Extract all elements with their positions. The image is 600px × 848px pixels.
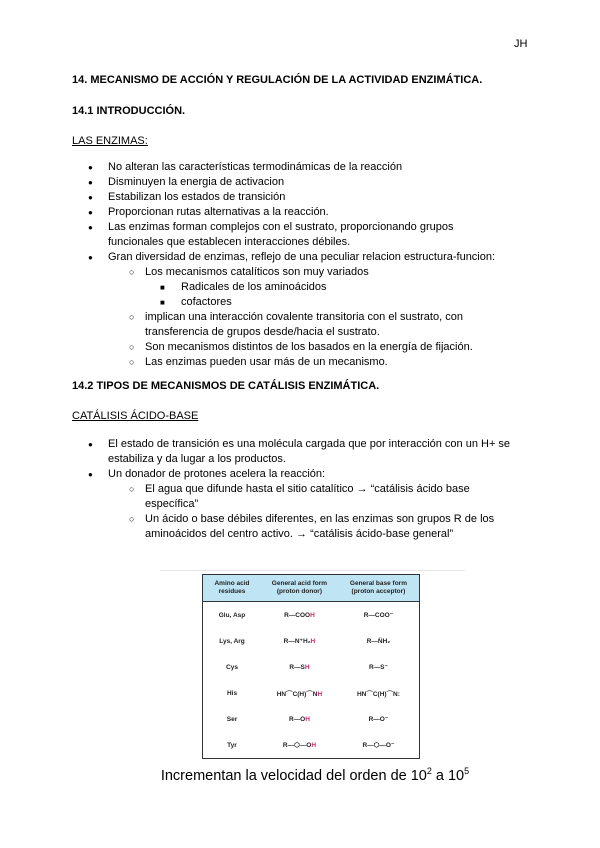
base-form: R—⬡—O⁻ bbox=[362, 742, 395, 749]
list-item bbox=[72, 355, 512, 370]
base-form: R—S⁻ bbox=[368, 664, 388, 671]
caption-text: Incrementan la velocidad del orden de 10 bbox=[160, 767, 427, 784]
acid-proton: H bbox=[311, 742, 317, 749]
amino-acid-table-figure bbox=[160, 570, 465, 763]
acid-form bbox=[261, 654, 338, 680]
acid-formula: R—COO bbox=[284, 611, 311, 619]
bullet-icon bbox=[88, 175, 93, 190]
list-item-text: cofactores bbox=[181, 296, 232, 308]
acid-formula: R—N⁺H₂ bbox=[283, 638, 311, 645]
base-form: R—O⁻ bbox=[368, 716, 389, 723]
list-item-text: Las enzimas pueden usar más de un mecanismo. bbox=[145, 356, 388, 368]
list-item bbox=[72, 340, 512, 355]
list-item-text: Los mecanismos catalíticos son muy variados bbox=[145, 266, 369, 278]
acid-proton: H bbox=[317, 690, 323, 698]
amino-acid-table bbox=[202, 574, 420, 759]
acid-proton: H bbox=[310, 611, 315, 619]
residue-name: Glu, Asp bbox=[218, 611, 246, 619]
bullet-icon bbox=[88, 437, 93, 452]
acid-proton: H bbox=[305, 715, 310, 723]
list-item-text: Proporcionan rutas alternativas a la reacción. bbox=[108, 206, 329, 218]
list-item-text: implican una interacción covalente transitoria con el sustrato, con transferencia de grupos desde/hacia el sustrato. bbox=[145, 311, 463, 338]
list-item bbox=[72, 190, 512, 205]
bullet-icon bbox=[129, 340, 134, 355]
caption-mid: a 10 bbox=[431, 767, 465, 784]
bullet-icon bbox=[88, 467, 93, 482]
enzymes-list bbox=[72, 160, 512, 370]
residue-name: Cys bbox=[226, 663, 238, 671]
acid-formula: R—S bbox=[289, 663, 305, 671]
list-item-text: El estado de transición es una molécula cargada que por interacción con un H+ se estabiliza y da lugar a los productos. bbox=[108, 438, 511, 465]
list-item bbox=[72, 205, 512, 220]
list-item-text: Disminuyen la energia de activacion bbox=[108, 176, 285, 188]
bullet-icon bbox=[129, 482, 134, 497]
subheading-las-enzimas: LAS ENZIMAS: bbox=[72, 135, 148, 147]
acid-proton: H bbox=[304, 663, 310, 671]
acid-formula: R—⬡—O bbox=[282, 742, 312, 749]
residue-name: Lys, Arg bbox=[219, 637, 245, 645]
base-form: HN⌒C(H)⌒N: bbox=[356, 690, 400, 698]
list-item-text: Son mecanismos distintos de los basados en la energía de fijación. bbox=[145, 341, 473, 353]
list-item bbox=[72, 265, 512, 280]
list-item-text: Radicales de los aminoácidos bbox=[181, 281, 327, 293]
col-header: General acid form (proton donor) bbox=[261, 575, 338, 602]
header-initials: JH bbox=[514, 38, 528, 50]
table-row bbox=[203, 602, 420, 629]
col-header: Amino acid residues bbox=[203, 575, 262, 602]
base-form: R—N̈H₂ bbox=[366, 637, 391, 645]
list-item bbox=[72, 482, 512, 512]
bullet-icon bbox=[88, 205, 93, 220]
list-item-text: Gran diversidad de enzimas, reflejo de una peculiar relacion estructura-funcion: bbox=[108, 251, 496, 263]
bullet-icon bbox=[160, 295, 165, 310]
list-item bbox=[72, 160, 512, 175]
bullet-icon bbox=[88, 160, 93, 175]
list-item bbox=[72, 250, 512, 265]
acid-form bbox=[261, 680, 338, 706]
list-item bbox=[72, 310, 512, 340]
list-item bbox=[72, 437, 512, 467]
list-item-text: No alteran las características termodinámicas de la reacción bbox=[108, 161, 403, 173]
list-item-text: Un donador de protones acelera la reacción: bbox=[108, 468, 326, 480]
bullet-icon bbox=[129, 512, 134, 527]
list-item-text: Estabilizan los estados de transición bbox=[108, 191, 286, 203]
acid-form bbox=[261, 732, 338, 759]
residue-name: Ser bbox=[226, 715, 238, 723]
list-item-text: Un ácido o base débiles diferentes, en las enzimas son grupos R de los aminoácidos del centro activo. → “catálisis ácido-base general” bbox=[145, 513, 495, 540]
residue-name: His bbox=[226, 689, 238, 697]
table-row bbox=[203, 706, 420, 732]
bullet-icon bbox=[88, 250, 93, 265]
bullet-icon bbox=[160, 280, 165, 295]
caption-exp1: 2 bbox=[426, 766, 432, 776]
table-row bbox=[203, 628, 420, 654]
table-row bbox=[203, 732, 420, 759]
acid-form bbox=[261, 628, 338, 654]
table-row bbox=[203, 654, 420, 680]
subheading-catalisis: CATÁLISIS ÁCIDO-BASE bbox=[72, 410, 199, 422]
list-item-text: El agua que difunde hasta el sitio catalítico → “catálisis ácido base específica” bbox=[145, 483, 470, 510]
acid-form bbox=[261, 706, 338, 732]
col-header: General base form (proton acceptor) bbox=[338, 575, 420, 602]
acid-form bbox=[261, 602, 338, 629]
page-title: 14. MECANISMO DE ACCIÓN Y REGULACIÓN DE LA ACTIVIDAD ENZIMÁTICA. bbox=[72, 74, 483, 86]
table-row bbox=[203, 680, 420, 706]
bullet-icon bbox=[129, 310, 134, 325]
section-heading-2: 14.2 TIPOS DE MECANISMOS DE CATÁLISIS ENZIMÁTICA. bbox=[72, 380, 380, 392]
list-item bbox=[72, 295, 512, 310]
list-item bbox=[72, 175, 512, 190]
bullet-icon bbox=[88, 190, 93, 205]
acid-formula: HN⌒C(H)⌒N bbox=[276, 690, 318, 698]
figure-caption bbox=[160, 766, 470, 784]
bullet-icon bbox=[129, 265, 134, 280]
residue-name: Tyr bbox=[227, 741, 237, 749]
list-item bbox=[72, 512, 512, 542]
bullet-icon bbox=[129, 355, 134, 370]
base-form: R—COO⁻ bbox=[363, 612, 394, 619]
acid-proton: H bbox=[310, 638, 316, 645]
list-item-text: Las enzimas forman complejos con el sustrato, proporcionando grupos funcionales que establecen interacciones débiles. bbox=[108, 221, 454, 248]
acid-formula: R—O bbox=[288, 715, 306, 723]
caption-exp2: 5 bbox=[464, 766, 470, 776]
section-heading-1: 14.1 INTRODUCCIÓN. bbox=[72, 105, 186, 117]
list-item bbox=[72, 220, 512, 250]
catalysis-list bbox=[72, 437, 512, 542]
bullet-icon bbox=[88, 220, 93, 235]
list-item bbox=[72, 280, 512, 295]
list-item bbox=[72, 467, 512, 482]
